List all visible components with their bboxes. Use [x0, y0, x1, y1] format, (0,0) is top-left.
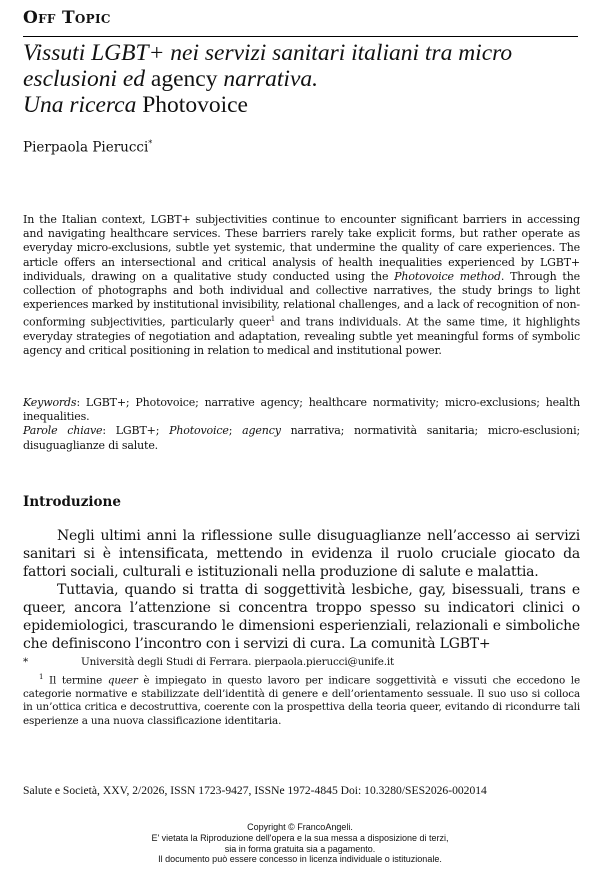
abstract-footnote-mark: 1	[270, 315, 275, 324]
copyright-line-1: Copyright © FrancoAngeli.	[247, 822, 353, 832]
title-line-2-text-a: esclusioni ed	[23, 66, 151, 92]
keywords-italian	[23, 424, 580, 452]
copyright-line-3: sia in forma gratuita sia a pagamento.	[224, 843, 376, 854]
parole-chiave-text-a: : LGBT+;	[102, 424, 170, 438]
title-line-3	[23, 92, 583, 118]
footnote-1-term-queer: queer	[107, 674, 138, 687]
parole-chiave-label: Parole chiave	[23, 424, 103, 438]
copyright-line-2: E' vietata la Riproduzione dell'opera e la sua messa a disposizione di terzi,	[151, 832, 449, 843]
author-note-mark: *	[148, 139, 153, 148]
title-term-agency: agency	[150, 66, 218, 92]
abstract-text-b: . Through the collection of photographs and both individual and collective narratives, the study brings to light experiences marked by institutional invisibility, relational challenges, and a lack of recognition of non-conforming subjectivities, particularly queer	[23, 269, 580, 330]
title-term-photovoice: Photovoice	[142, 92, 248, 118]
article-title	[23, 40, 583, 118]
keywords-label: Keywords	[23, 396, 77, 409]
keywords-text: : LGBT+; Photovoice; narrative agency; healthcare normativity; micro-exclusions; health inequalities.	[23, 396, 580, 424]
abstract	[23, 213, 580, 359]
footnote-1-mark: 1	[39, 673, 44, 682]
keywords-english	[23, 396, 580, 424]
parole-chiave-agency: agency	[242, 424, 281, 438]
author-line	[23, 139, 152, 156]
footnote-affiliation-text: Università degli Studi di Ferrara. pierpaola.pierucci@unife.it	[81, 656, 395, 668]
title-line-2-text-b: narrativa.	[217, 66, 318, 92]
body-text	[23, 527, 580, 653]
parole-chiave-text-c: narrativa; normatività sanitaria; micro-esclusioni; disuguaglianze di salute.	[23, 424, 580, 452]
footnote-affiliation	[23, 656, 580, 669]
parole-chiave-photovoice: Photovoice	[169, 424, 229, 438]
author-name: Pierpaola Pierucci	[23, 139, 149, 156]
title-line-1-text: Vissuti LGBT+ nei servizi sanitari italiani tra micro	[23, 40, 513, 66]
keywords-block	[23, 396, 580, 453]
abstract-method-term: Photovoice method	[394, 269, 501, 283]
section-heading: Introduzione	[23, 494, 121, 510]
copyright-line-4: Il documento può essere concesso in licenza individuale o istituzionale.	[158, 854, 442, 865]
copyright-notice	[0, 822, 600, 865]
section-label: Off Topic	[23, 8, 111, 28]
body-paragraph-2: Tuttavia, quando si tratta di soggettività lesbiche, gay, bisessuali, trans e queer, ancora l’attenzione si concentra troppo spesso su indicatori clinici o epidemiologici, trascurando le dimensioni esperienziali, relazionali e simboliche che definiscono l’incontro con i servizi di cura. La comunità LGBT+	[23, 582, 580, 652]
body-paragraph-1: Negli ultimi anni la riflessione sulle disuguaglianze nell’accesso ai servizi sanitari si è intensificata, mettendo in evidenza il ruolo cruciale giocato da fattori sociali, culturali e istituzionali nella produzione di salute e malattia.	[23, 528, 580, 580]
abstract-text-a: In the Italian context, LGBT+ subjectivities continue to encounter significant barriers in accessing and navigating healthcare services. These barriers rarely take explicit forms, but rather operate as everyday micro-exclusions, subtle yet systemic, that undermine the quality of care experiences. The article offers an intersectional and critical analysis of health inequalities experienced by LGBT+ individuals, drawing on a qualitative study conducted using the	[23, 213, 580, 283]
title-line-1	[23, 40, 583, 66]
footnotes	[23, 656, 580, 728]
title-line-2	[23, 66, 583, 92]
journal-citation: Salute e Società, XXV, 2/2026, ISSN 1723-9427, ISSNe 1972-4845 Doi: 10.3280/SES2026-002014	[23, 784, 487, 797]
abstract-text-c: and trans individuals. At the same time, it highlights everyday strategies of negotiation and adaptation, revealing subtle yet meaningful forms of symbolic agency and critical positioning in relation to medical and institutional power.	[23, 316, 580, 358]
footnote-1-text-a: Il termine	[43, 674, 108, 687]
title-line-3-text: Una ricerca	[23, 92, 143, 118]
footnote-1-text-b: è impiegato in questo lavoro per indicare soggettività e vissuti che eccedono le categorie normative e stabilizzate dell’identità di genere e dell’orientamento sessuale. Il suo uso si colloca in un’ottica critica e decostruttiva, coerente con la prospettiva della teoria queer, evitando di ricondurre tali esperienze a una nuova classificazione identitaria.	[23, 674, 580, 727]
footnote-1	[23, 671, 580, 728]
parole-chiave-text-b: ;	[228, 424, 243, 438]
footnote-star-mark: *	[23, 656, 29, 668]
header-rule	[23, 36, 578, 37]
